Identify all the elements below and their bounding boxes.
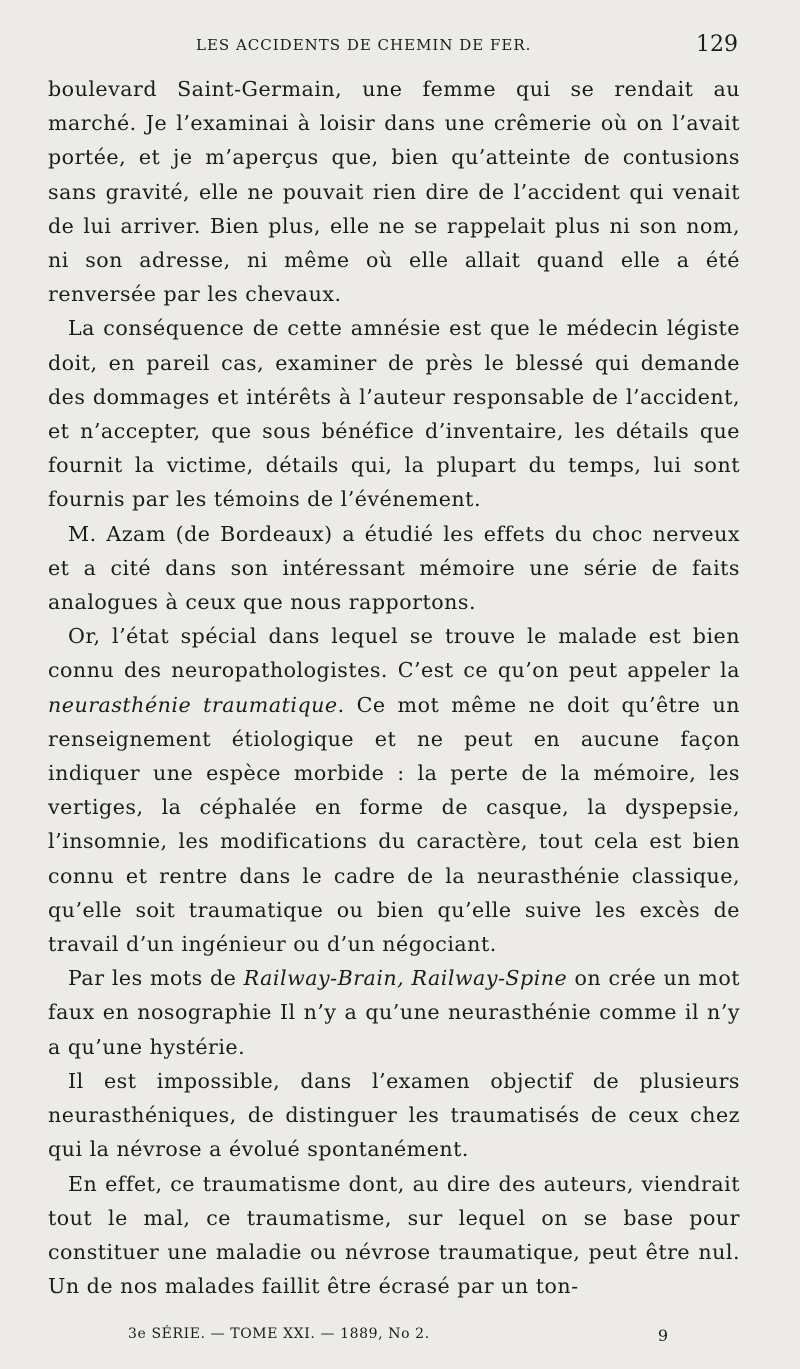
body-text [48, 72, 740, 1303]
text-run: on crée un mot faux en nosographie Il n’y a qu’une neurasthénie comme il n’y a qu’une hystérie. [48, 966, 740, 1059]
paragraph [48, 961, 740, 1064]
sheet-number: 9 [657, 1326, 668, 1345]
text-run: . Ce mot même ne doit qu’être un renseignement étiologique et ne peut en aucune façon indiquer une espèce morbide : la perte de la mémoire, les vertiges, la céphalée en forme de casque, la dyspepsie, l’insomnie, les modifications du caractère, tout cela est bien connu et rentre dans le cadre de la neurasthénie classique, qu’elle soit traumatique ou bien qu’elle suive les excès de travail d’un ingénieur ou d’un négociant. [48, 692, 740, 957]
text-run: Il est impossible, dans l’examen objectif de plusieurs neurasthéniques, de distinguer les traumatisés de ceux chez qui la névrose a évolué spontanément. [48, 1068, 740, 1162]
page-number: 129 [696, 32, 738, 57]
text-run: Par les mots de [68, 966, 244, 991]
italic-phrase: neurasthénie traumatique [48, 692, 338, 717]
paragraph [48, 1064, 740, 1167]
paragraph [48, 619, 740, 961]
text-run: Or, l’état spécial dans lequel se trouve le malade est bien connu des neuropathologistes. C’est ce qu’on peut appeler la [48, 624, 740, 683]
paragraph [48, 1167, 740, 1304]
signature-line: 3e SÉRIE. — TOME XXI. — 1889, No 2. [128, 1326, 430, 1342]
running-title: LES ACCIDENTS DE CHEMIN DE FER. [196, 36, 532, 54]
text-run: En effet, ce traumatisme dont, au dire des auteurs, viendrait tout le mal, ce traumatisme, sur lequel on se base pour constituer une maladie ou névrose traumatique, peut être nul. Un de nos malades faillit être écrasé par un ton- [48, 1171, 740, 1299]
text-run: M. Azam (de Bordeaux) a étudié les effets du choc nerveux et a cité dans son intéressant mémoire une série de faits analogues à ceux que nous rapportons. [48, 521, 740, 615]
page-header [48, 32, 738, 62]
page-footer [128, 1326, 668, 1350]
text-run: boulevard Saint-Germain, une femme qui se rendait au marché. Je l’examinai à loisir dans une crêmerie où on l’avait portée, et je m’aperçus que, bien qu’atteinte de contusions sans gravité, elle ne pouvait rien dire de l’accident qui venait de lui arriver. Bien plus, elle ne se rappelait plus ni son nom, ni son adresse, ni même où elle allait quand elle a été renversée par les chevaux. [48, 77, 740, 307]
italic-phrase: Railway-Brain, Railway-Spine [243, 966, 568, 991]
paragraph [48, 311, 740, 516]
paragraph [48, 72, 740, 311]
text-run: La conséquence de cette amnésie est que le médecin légiste doit, en pareil cas, examiner de près le blessé qui demande des dommages et intérêts à l’auteur responsable de l’accident, et n’accepter, que sous bénéfice d’inventaire, les détails que fournit la victime, détails qui, la plupart du temps, lui sont fournis par les témoins de l’événement. [48, 316, 740, 512]
paragraph [48, 517, 740, 620]
